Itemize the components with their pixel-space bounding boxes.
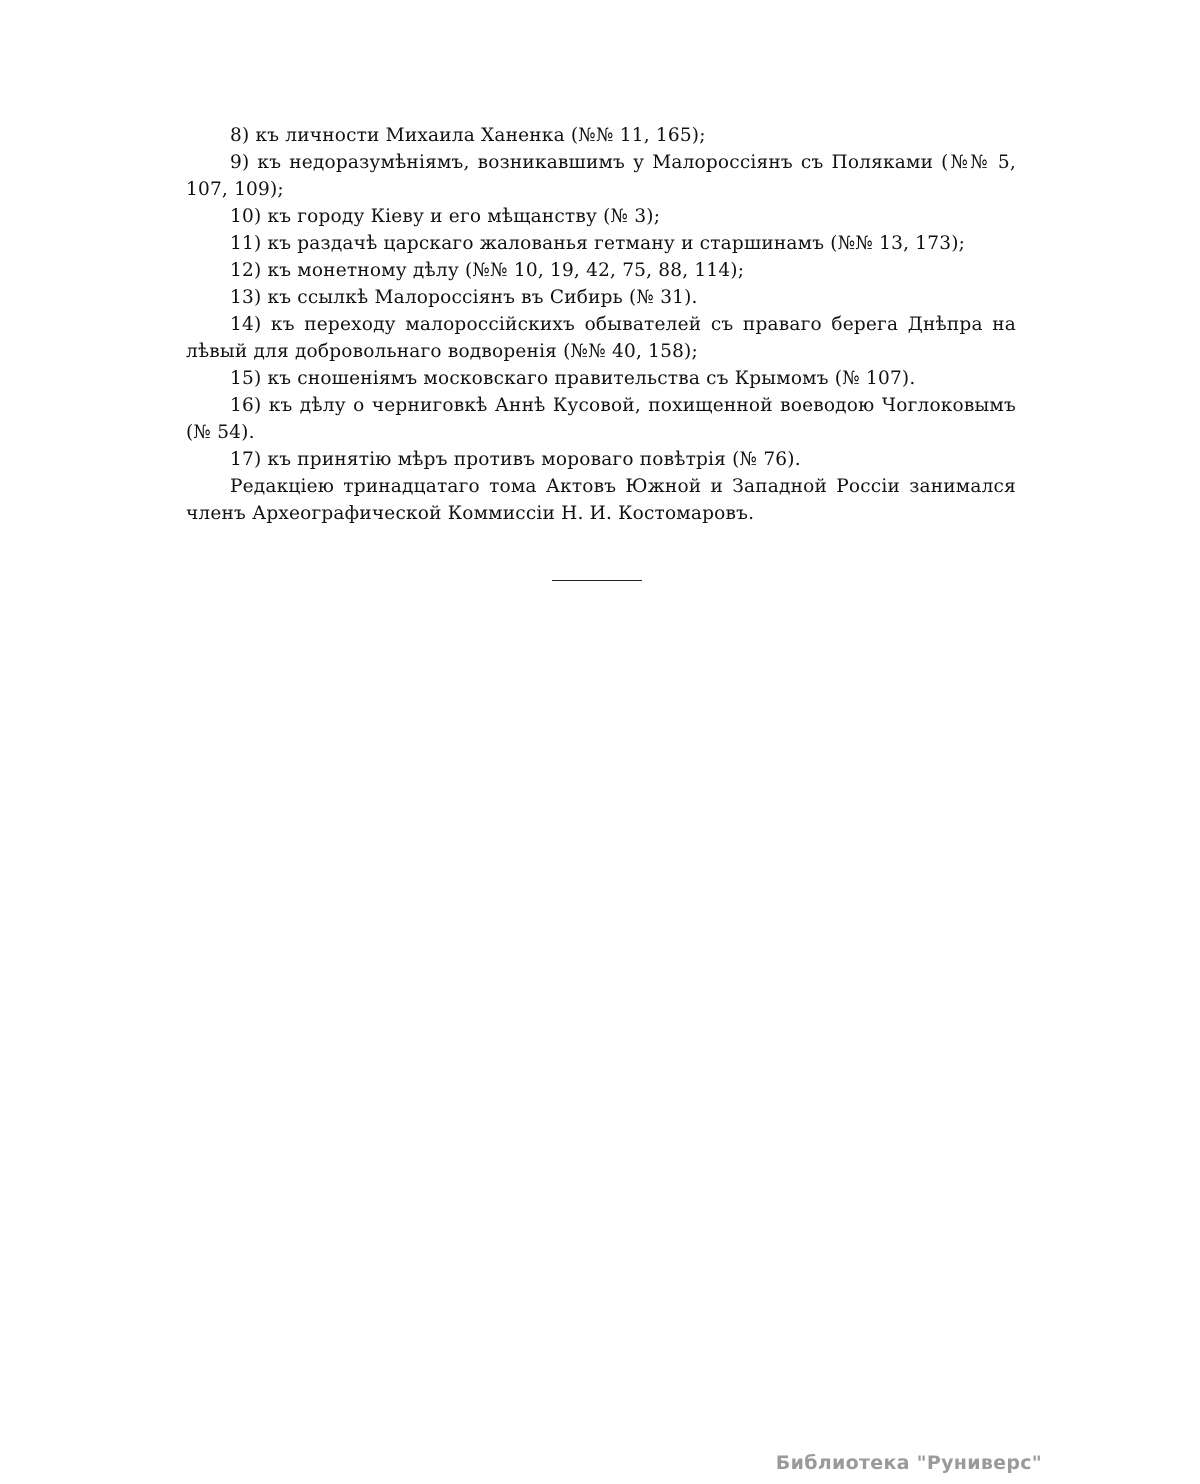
list-item: 10) къ городу Кіеву и его мѣщанству (№ 3); bbox=[230, 206, 661, 227]
page-body bbox=[186, 122, 1016, 527]
list-item: 14) къ переходу малороссійскихъ обывателей съ праваго берега Днѣпра на лѣвый для добровольнаго водворенія (№№ 40, 158); bbox=[186, 314, 1016, 362]
list-item: 12) къ монетному дѣлу (№№ 10, 19, 42, 75, 88, 114); bbox=[230, 260, 745, 281]
list-item: 11) къ раздачѣ царскаго жалованья гетману и старшинамъ (№№ 13, 173); bbox=[230, 233, 966, 254]
list-item: 8) къ личности Михаила Ханенка (№№ 11, 165); bbox=[230, 125, 706, 146]
list-item: 16) къ дѣлу о черниговкѣ Аннѣ Кусовой, похищенной воеводою Чоглоковымъ (№ 54). bbox=[186, 395, 1016, 443]
closing-paragraph: Редакціею тринадцатаго тома Актовъ Южной и Западной Россіи занимался членъ Археографической Коммиссіи Н. И. Костомаровъ. bbox=[186, 476, 1016, 524]
list-item: 9) къ недоразумѣніямъ, возникавшимъ у Малороссіянъ съ Поляками (№№ 5, 107, 109); bbox=[186, 152, 1016, 200]
list-item: 17) къ принятію мѣръ противъ моровaго повѣтрія (№ 76). bbox=[230, 449, 801, 470]
library-watermark: Библиотека "Руниверс" bbox=[775, 1452, 1042, 1474]
list-item: 13) къ ссылкѣ Малороссіянъ въ Сибирь (№ 31). bbox=[230, 287, 698, 308]
section-divider bbox=[552, 580, 642, 581]
list-item: 15) къ сношеніямъ московскаго правительства съ Крымомъ (№ 107). bbox=[230, 368, 916, 389]
